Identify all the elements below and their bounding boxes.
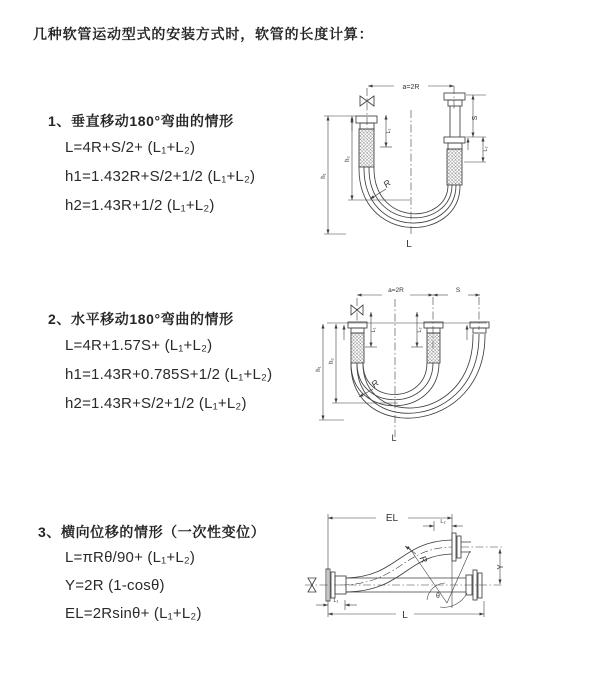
dimension-h1: [324, 116, 356, 234]
radius-label: R: [417, 554, 430, 565]
dim-label-h1: h₁: [316, 366, 322, 372]
length-label: L: [406, 239, 412, 250]
dim-label-a2r: a=2R: [402, 84, 420, 91]
left-pipe: [348, 322, 367, 363]
dimension-h2: [348, 116, 410, 200]
left-pipe: [356, 116, 377, 167]
radius-label: R: [381, 177, 393, 190]
section-1-formula-h1: h1=1.432R+S/2+1/2 (L₁+L₂): [65, 168, 256, 185]
dim-label-s: S: [455, 287, 461, 294]
section-2-heading: 2、水平移动180°弯曲的情形: [48, 311, 234, 327]
right-pipe: [444, 93, 465, 185]
dim-label-s: S: [472, 115, 479, 121]
section-3-heading: 3、横向位移的情形（一次性变位）: [38, 524, 266, 540]
diagram-horizontal-180-bend: [313, 283, 493, 447]
dimension-h2: [332, 324, 398, 403]
section-1-formula-h2: h2=1.43R+1/2 (L₁+L₂): [65, 197, 215, 214]
section-2-formula-h1: h1=1.43R+0.785S+1/2 (L₁+L₂): [65, 366, 273, 383]
dimension-el: [328, 514, 452, 617]
section-1-heading: 1、垂直移动180°弯曲的情形: [48, 113, 234, 129]
dim-label-h2: h₂: [329, 358, 335, 364]
section-3-formula-el: EL=2Rsinθ+ (L₁+L₂): [65, 605, 202, 622]
angle-label: θ: [436, 593, 440, 600]
hose-bend-curves: [359, 167, 460, 228]
section-2-formula-length: L=4R+1.57S+ (L₁+L₂): [65, 337, 213, 354]
dim-label-el: EL: [385, 513, 399, 524]
dim-label-l2: L₂: [417, 327, 423, 333]
section-1-formula-length: L=4R+S/2+ (L₁+L₂): [65, 139, 196, 156]
dimension-h1: [319, 324, 344, 420]
dim-label-h2: h₂: [345, 156, 351, 162]
section-3-formula-length: L=πRθ/90+ (L₁+L₂): [65, 549, 196, 566]
middle-pipe: [424, 322, 443, 363]
section-2-formula-h2: h2=1.43R+S/2+1/2 (L₁+L₂): [65, 395, 247, 412]
centerlines: [367, 86, 454, 234]
dim-label-l1: L₁: [386, 128, 392, 134]
displaced-pipe: [470, 322, 489, 333]
diagram-vertical-180-bend: [316, 72, 494, 256]
length-label: L: [391, 433, 397, 443]
centerlines: [357, 297, 479, 437]
dim-label-y: Y: [496, 564, 505, 570]
page-title: 几种软管运动型式的安装方式时，软管的长度计算：: [33, 26, 374, 42]
dim-label-a2r: a=2R: [388, 287, 404, 294]
dim-label-l2: L₂: [440, 519, 446, 525]
dim-label-l1: L₁: [333, 598, 339, 604]
dim-label-h1: h₁: [321, 173, 327, 179]
dim-label-l: L: [402, 610, 408, 621]
displaced-hose: [346, 540, 452, 592]
dim-label-l1: L₁: [371, 327, 377, 333]
section-3-formula-y: Y=2R (1-cosθ): [65, 577, 165, 594]
radius-label: R: [369, 377, 381, 390]
diagram-lateral-displacement: [302, 505, 514, 627]
radius-leader: [405, 546, 416, 554]
dim-label-l2: L₂: [483, 146, 489, 152]
